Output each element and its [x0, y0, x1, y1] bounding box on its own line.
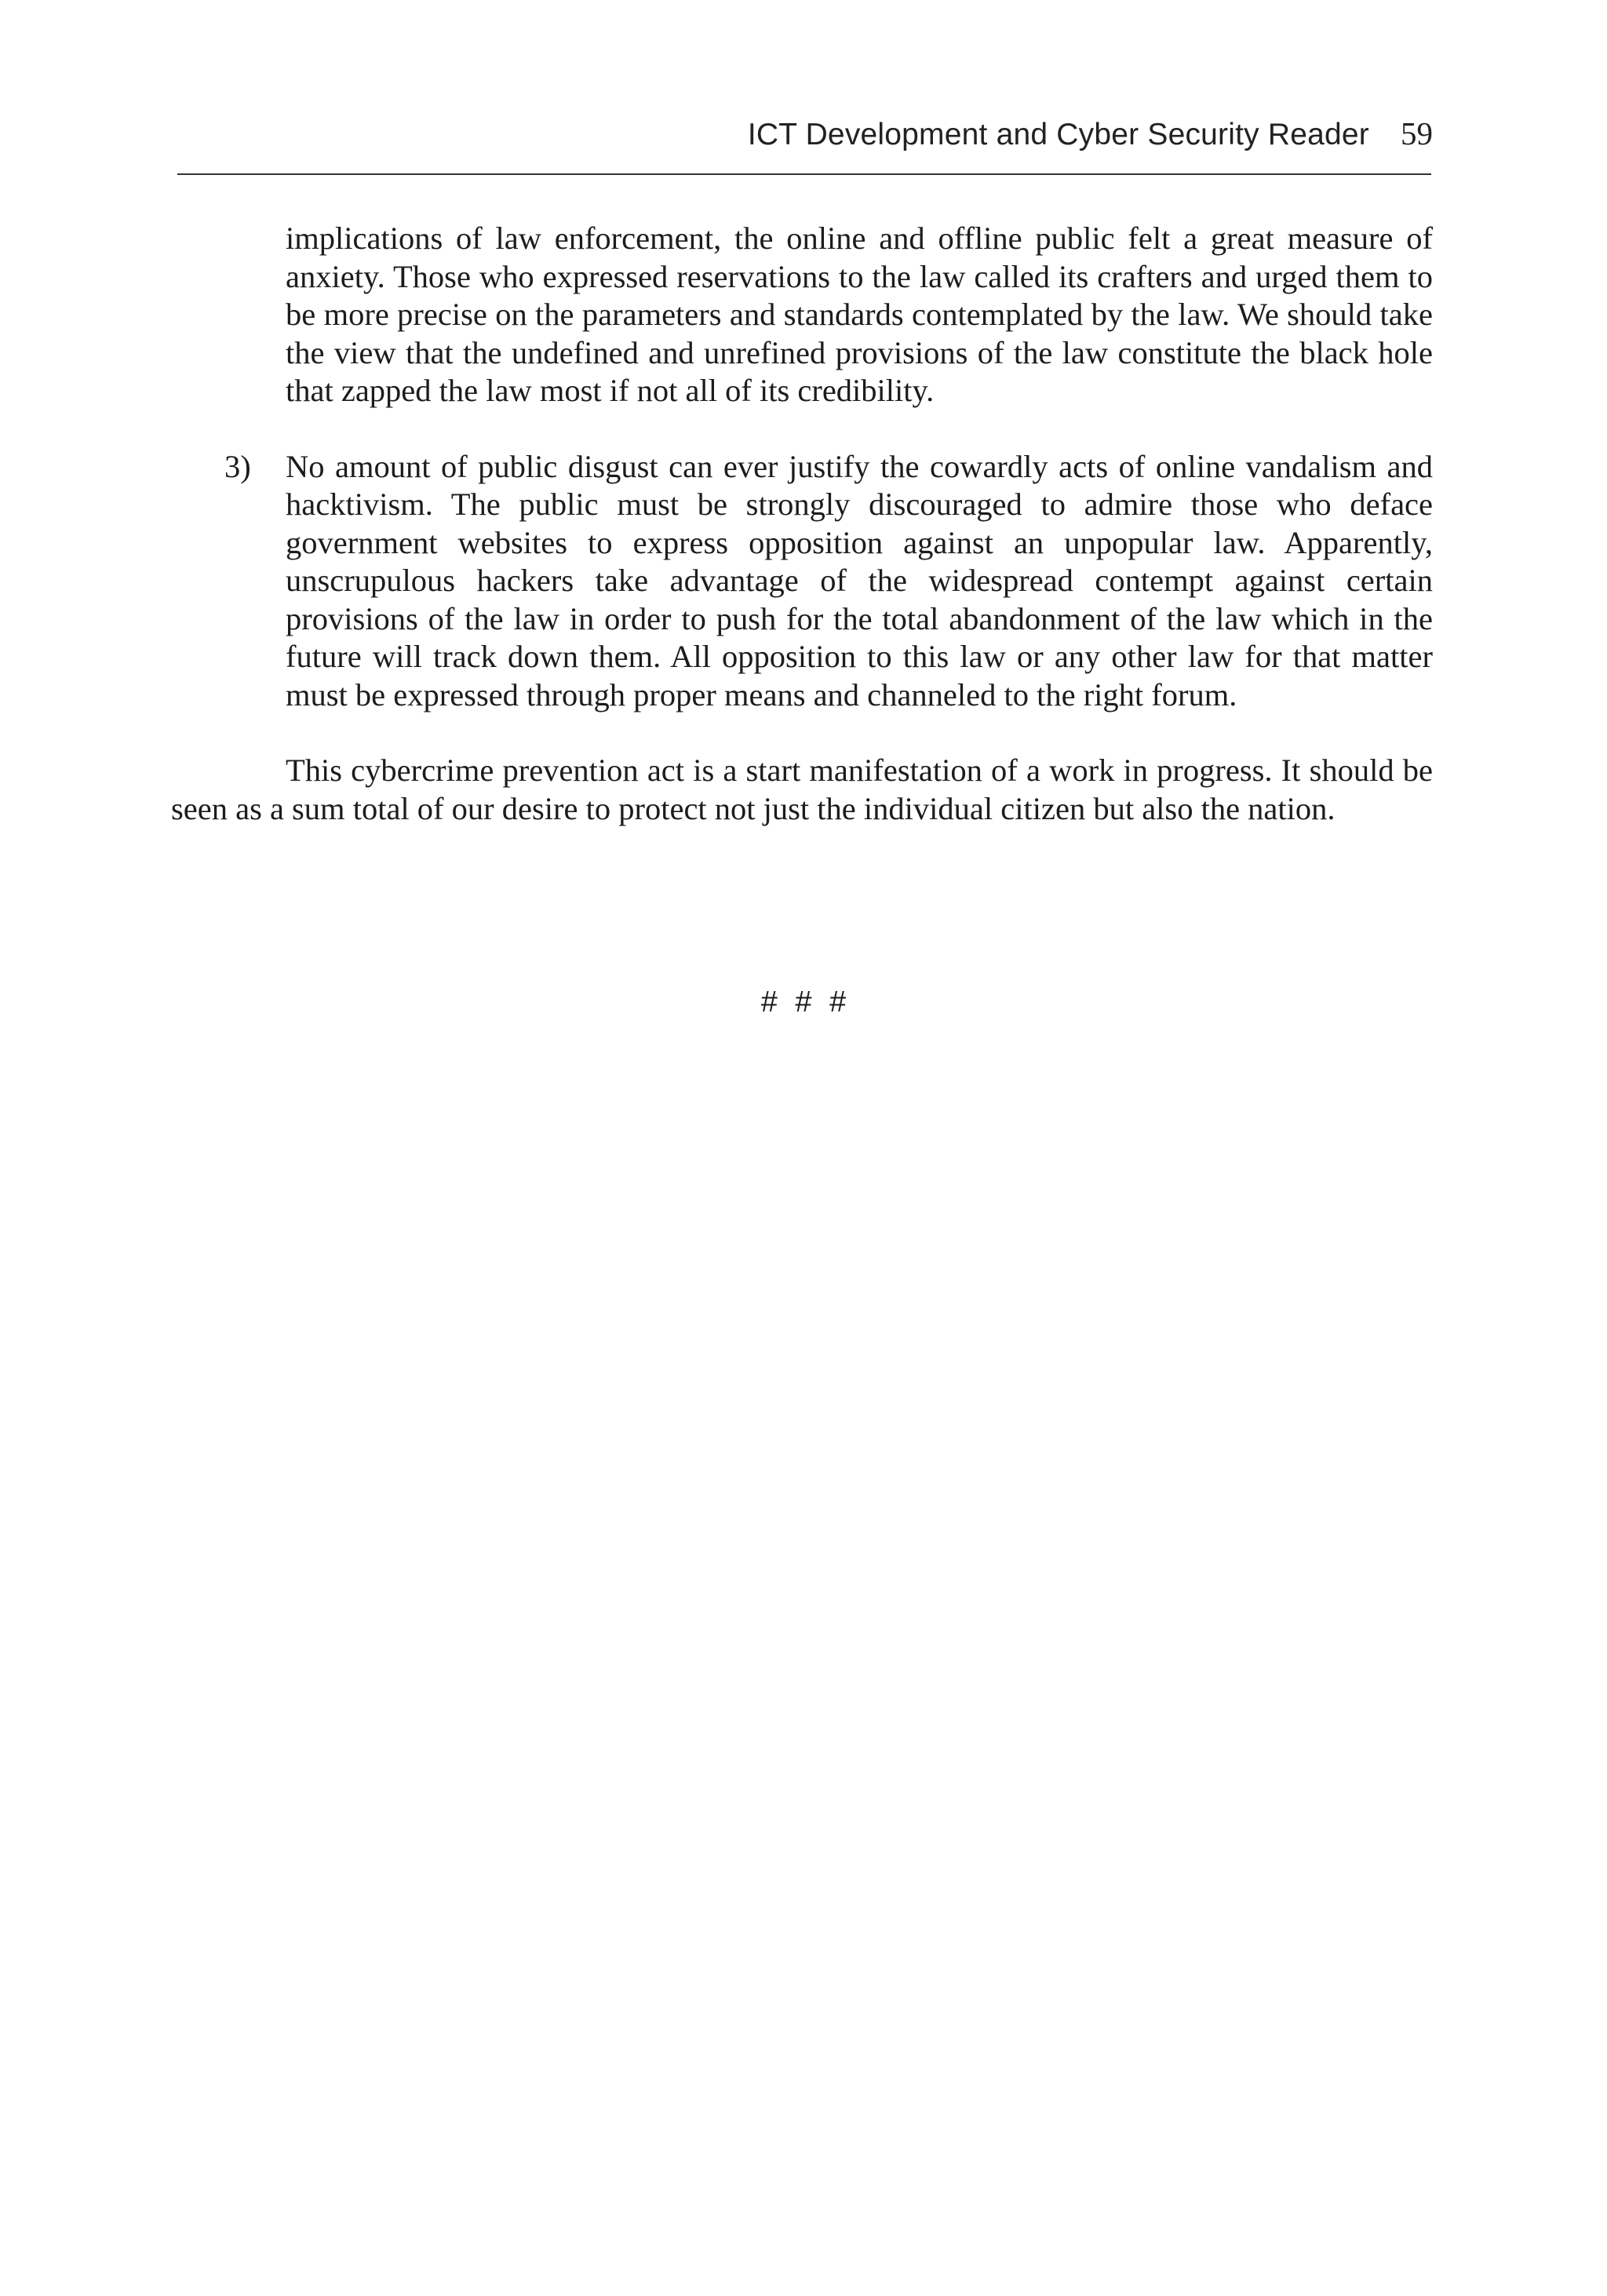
list-item-text: No amount of public disgust can ever justify the cowardly acts of online vandalism and hacktivism. The public must be strongly discouraged to admire those who deface government websites to express opposition against an unpopular law. Apparently, unscrupulous hackers take advantage of the widespread contempt against certain provisions of the law in order to push for the total abandonment of the law which in the future will track down them. All opposition to this law or any other law for that matter must be expressed through proper means and channeled to the right forum. [286, 448, 1433, 712]
closing-paragraph: This cybercrime prevention act is a start manifestation of a work in progress. It should be seen as a sum total of our desire to protect not just the individual citizen but also the nation. [171, 753, 1433, 826]
running-title: ICT Development and Cyber Security Reader [747, 118, 1369, 151]
running-header [177, 115, 1433, 155]
page-number: 59 [1401, 115, 1433, 151]
end-mark: # # # [760, 986, 847, 1019]
body-text [171, 220, 1433, 828]
list-item-3 [171, 448, 1433, 715]
header-rule [177, 173, 1431, 175]
list-marker: 3) [224, 448, 251, 484]
continuation-paragraph: implications of law enforcement, the online and offline public felt a great measure of anxiety. Those who expressed reservations to the law called its crafters and urged them to be more precise on the parameters and standards contemplated by the law. We should take the view that the undefined and unrefined provisions of the law constitute the black hole that zapped the law most if not all of its credibility. [286, 220, 1433, 408]
